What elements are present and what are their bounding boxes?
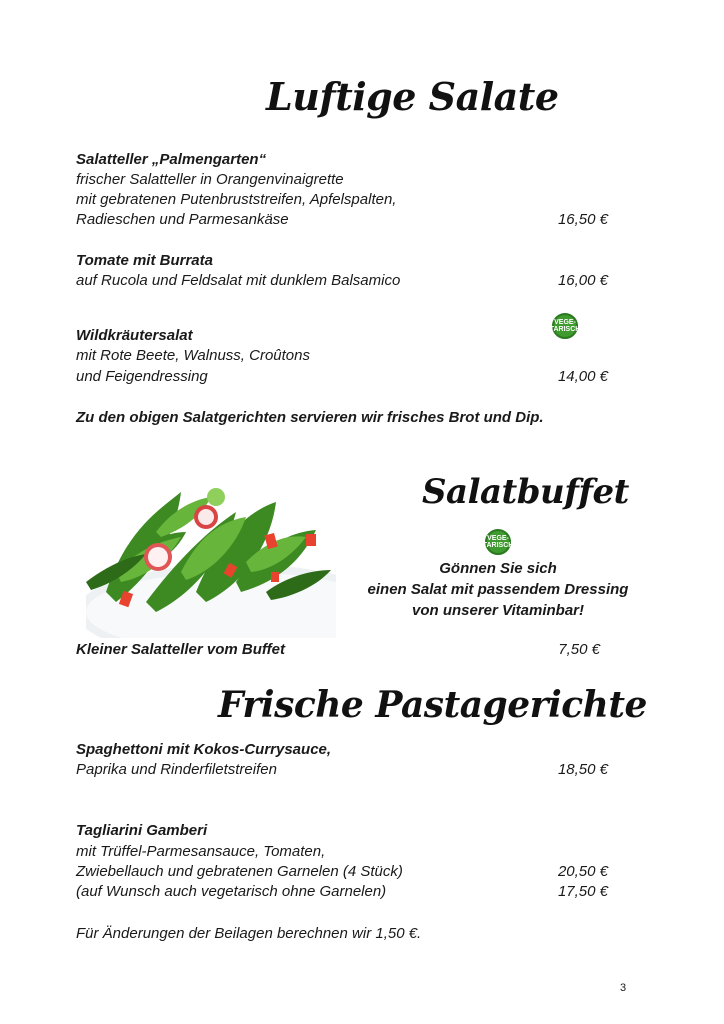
dish-name: Spaghettoni mit Kokos-Currysauce, bbox=[76, 741, 332, 758]
dish-description: Paprika und Rinderfiletstreifen bbox=[76, 761, 277, 778]
dish-name: Tomate mit Burrata bbox=[76, 252, 213, 269]
dish-price: 16,50 € bbox=[557, 211, 608, 228]
buffet-item-name: Kleiner Salatteller vom Buffet bbox=[76, 641, 285, 658]
salads-note: Zu den obigen Salatgerichten servieren wir frisches Brot und Dip. bbox=[76, 409, 544, 426]
dish-name: Tagliarini Gamberi bbox=[76, 822, 208, 839]
dish-description: mit gebratenen Putenbruststreifen, Apfelspalten, bbox=[76, 191, 397, 208]
page-number: 3 bbox=[620, 982, 627, 994]
section-title-buffet: Salatbuffet bbox=[422, 472, 629, 512]
pasta-note: Für Änderungen der Beilagen berechnen wir 1,50 €. bbox=[76, 925, 422, 942]
buffet-text-line: von unserer Vitaminbar! bbox=[412, 602, 584, 619]
dish-description: mit Trüffel-Parmesansauce, Tomaten, bbox=[76, 843, 326, 860]
section-title-pasta: Frische Pastagerichte bbox=[218, 684, 647, 726]
dish-price-vegetarian: 17,50 € bbox=[557, 883, 608, 900]
dish-description: mit Rote Beete, Walnuss, Croûtons bbox=[76, 347, 310, 364]
section-title-salads: Luftige Salate bbox=[266, 74, 559, 119]
vegetarian-badge-icon: VEGE-TARISCH bbox=[485, 529, 511, 555]
dish-description: frischer Salatteller in Orangenvinaigrette bbox=[76, 171, 344, 188]
vegetarian-badge-icon: VEGE-TARISCH bbox=[552, 313, 578, 339]
dish-name: Wildkräutersalat bbox=[76, 327, 193, 344]
dish-name: Salatteller „Palmengarten“ bbox=[76, 151, 267, 168]
dish-price: 14,00 € bbox=[557, 368, 608, 385]
dish-description: und Feigendressing bbox=[76, 368, 208, 385]
dish-description: auf Rucola und Feldsalat mit dunklem Balsamico bbox=[76, 272, 401, 289]
dish-description: Radieschen und Parmesankäse bbox=[76, 211, 289, 228]
dish-price: 18,50 € bbox=[557, 761, 608, 778]
salad-illustration bbox=[86, 472, 336, 638]
dish-description: (auf Wunsch auch vegetarisch ohne Garnelen) bbox=[76, 883, 387, 900]
dish-price: 20,50 € bbox=[557, 863, 608, 880]
buffet-text-line: einen Salat mit passendem Dressing bbox=[367, 581, 629, 598]
salad-photo bbox=[86, 472, 336, 638]
buffet-item-price: 7,50 € bbox=[558, 641, 600, 658]
dish-price: 16,00 € bbox=[557, 272, 608, 289]
buffet-text-line: Gönnen Sie sich bbox=[439, 560, 557, 577]
dish-description: Zwiebellauch und gebratenen Garnelen (4 Stück) bbox=[76, 863, 403, 880]
